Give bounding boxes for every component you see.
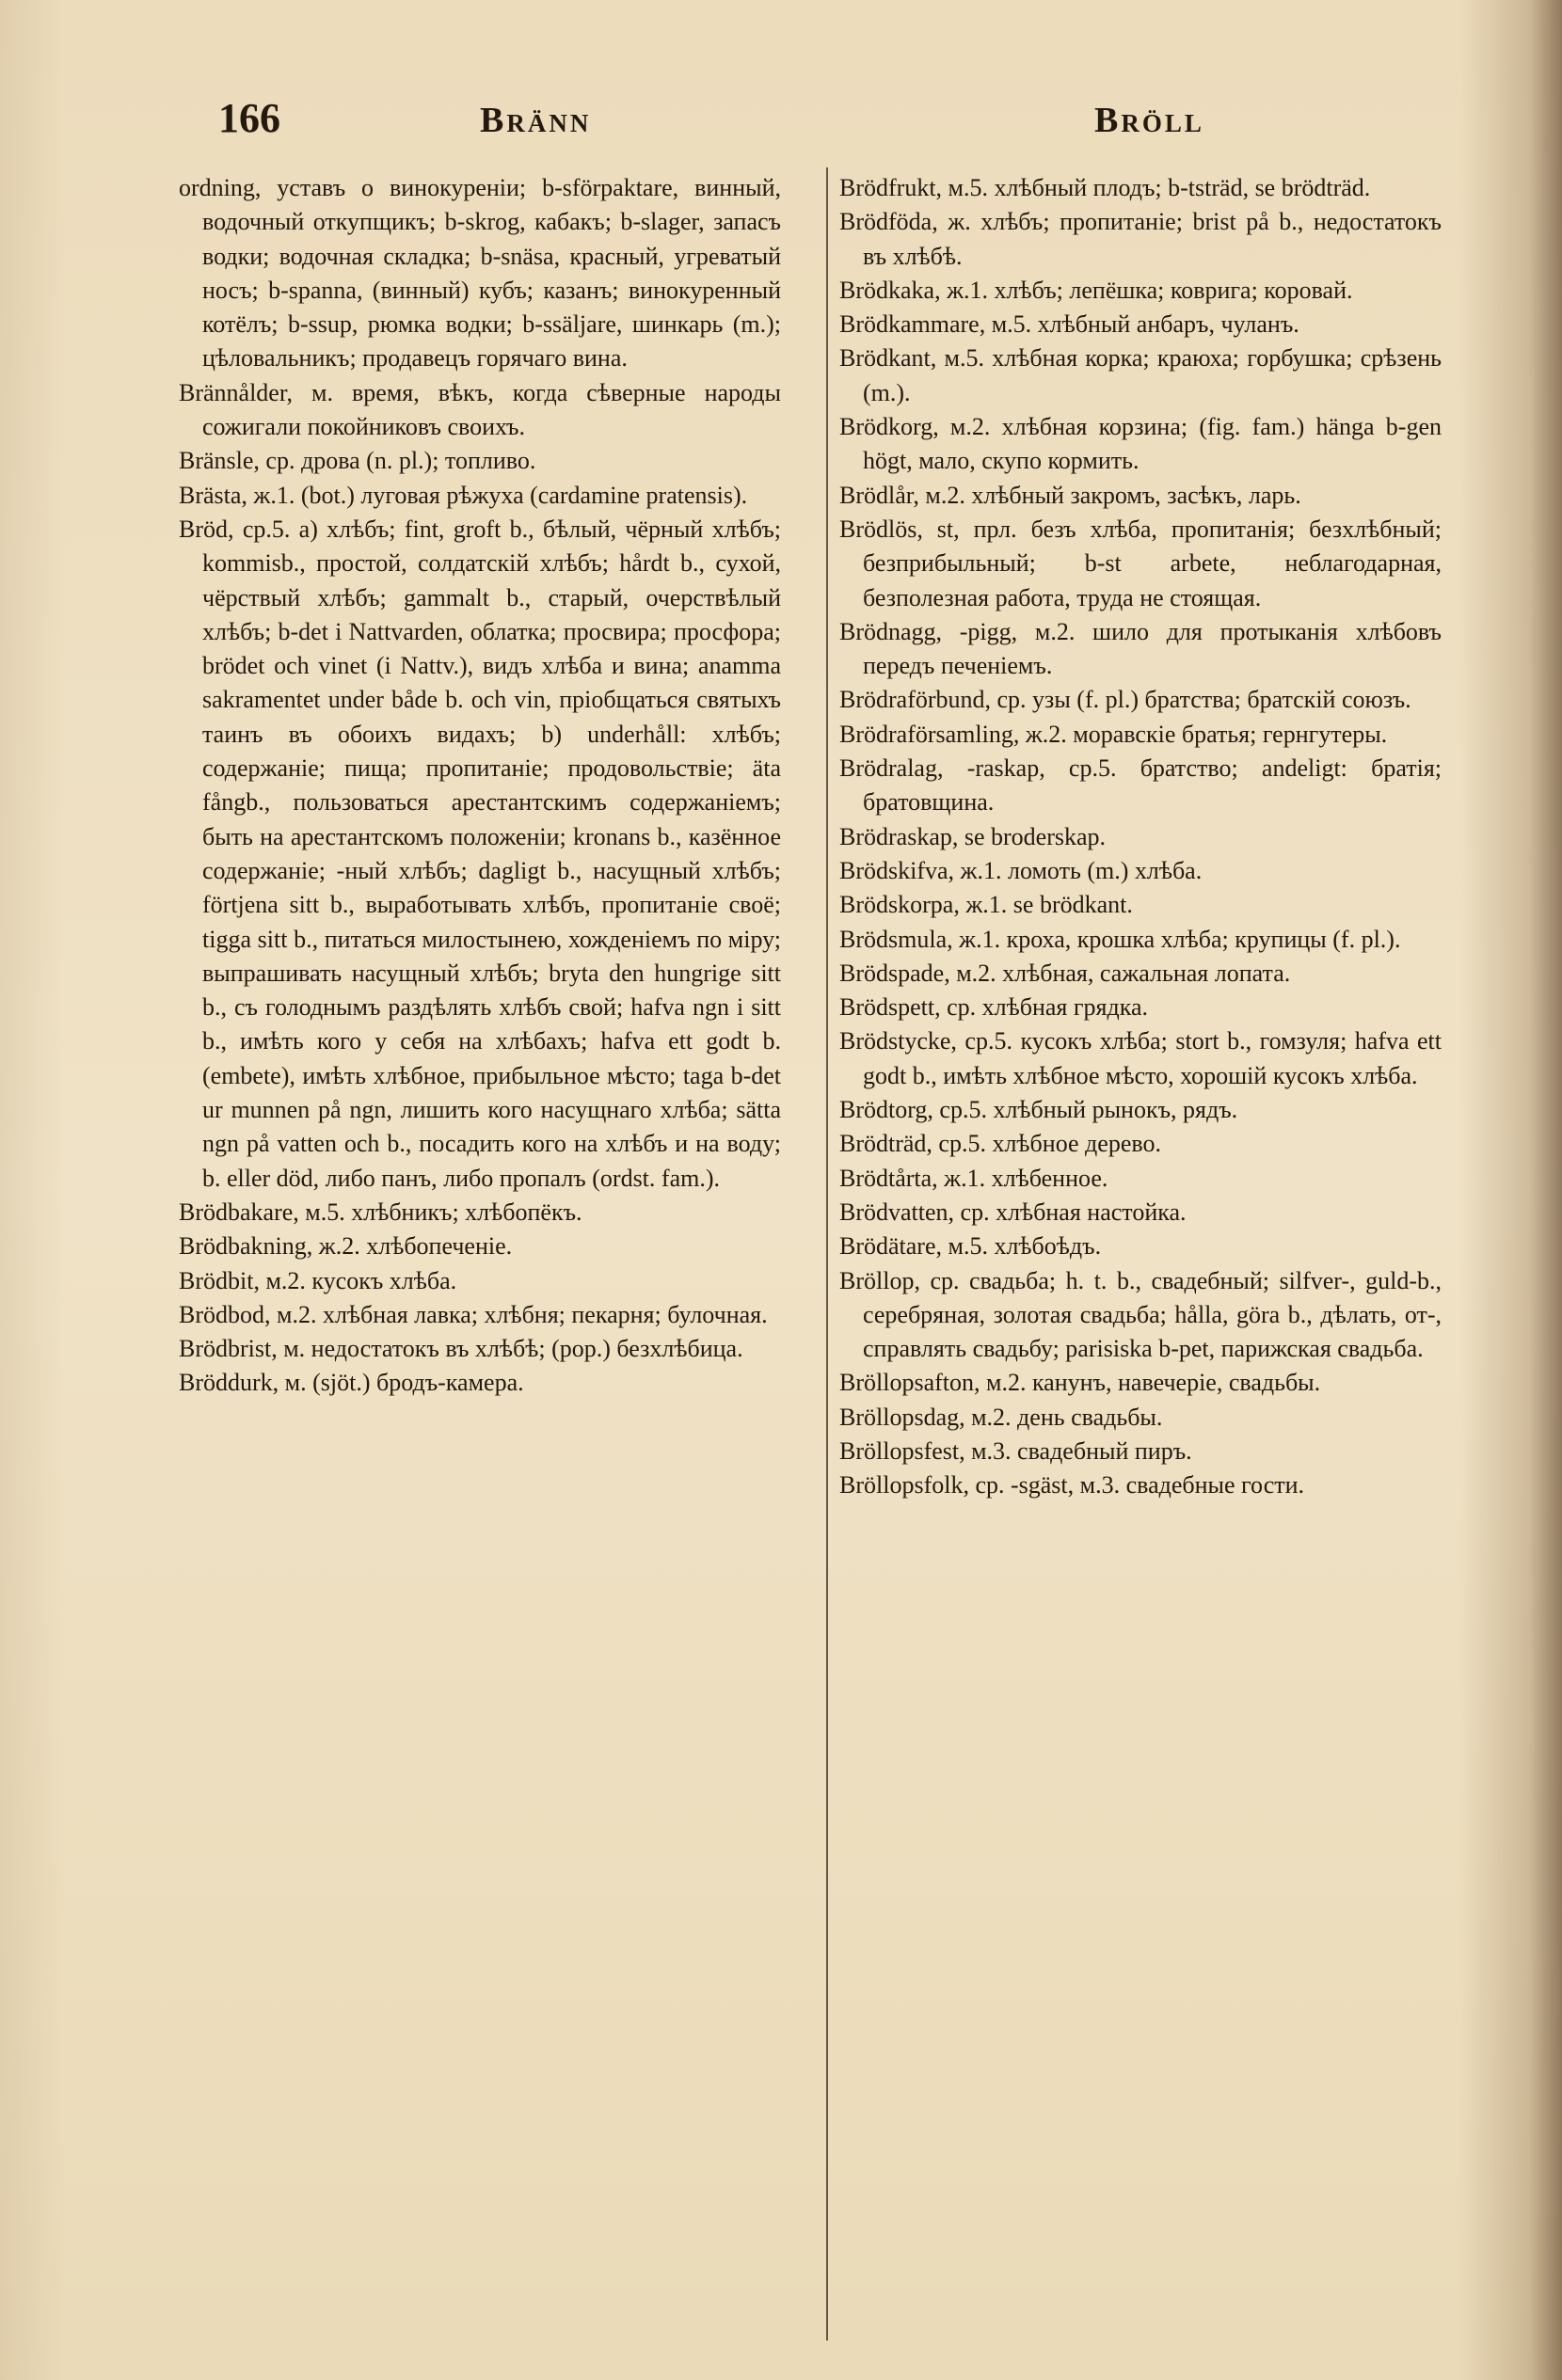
dictionary-entry: Bröddurk, м. (sjöt.) бродъ-камера. (179, 1369, 524, 1397)
dictionary-entry: Brödkammare, м.5. хлѣбный анбаръ, чуланъ. (839, 310, 1299, 339)
dictionary-entry: Brödskifva, ж.1. ломоть (m.) хлѣба. (839, 856, 1203, 884)
dictionary-entry: ordning, уставъ о винокуреніи; b-sförpaktare, винный, водочный откупщикъ; b-skrog, кабакъ; b-slager, запасъ водки; водочная складка; b-snäsa, красный, угреватый носъ; b-spanna, (винный) кубъ; казанъ; винокуренный котёлъ; b-ssup, рюмка водки; b-ssäljare, шинкарь (m.); цѣловальникъ; продавецъ горячаго вина. (179, 174, 781, 373)
dictionary-entry: Bränsle, ср. дрова (n. pl.); топливо. (179, 447, 536, 475)
dictionary-entry: Bröllopsafton, м.2. канунъ, навечеріе, свадьбы. (839, 1369, 1321, 1397)
dictionary-entry: Brödbit, м.2. кусокъ хлѣба. (179, 1266, 457, 1294)
dictionary-entry: Brödnagg, -pigg, м.2. шило для протыканія хлѣбовъ передъ печеніемъ. (839, 617, 1442, 680)
dictionary-entry: Brödlår, м.2. хлѣбный закромъ, засѣкъ, ларь. (839, 481, 1301, 509)
page-header (0, 94, 1562, 160)
dictionary-entry: Brödkaka, ж.1. хлѣбъ; лепёшка; коврига; коровай. (839, 276, 1353, 304)
dictionary-entry: Brödbakning, ж.2. хлѣбопеченіе. (179, 1232, 513, 1261)
dictionary-entry: Bröllop, ср. свадьба; h. t. b., свадебный; silfver-, guld-b., серебряная, золотая свадьба; hålla, göra b., дѣлать, от-, справлять свадьбу; parisiska b-pet, парижская свадьба. (839, 1266, 1442, 1363)
column-divider (826, 167, 828, 2340)
page-number: 166 (218, 95, 280, 141)
dictionary-entry: Brödraförsamling, ж.2. моравскіе братья; гернгутеры. (839, 720, 1388, 748)
right-guide-word: Bröll (1094, 101, 1204, 140)
dictionary-entry: Bröllopsfest, м.3. свадебный пиръ. (839, 1436, 1192, 1465)
dictionary-entry: Brödätare, м.5. хлѣбоѣдъ. (839, 1232, 1102, 1261)
dictionary-entry: Brödkorg, м.2. хлѣбная корзина; (fig. fam.) hänga b-gen högt, мало, скупо кормить. (839, 413, 1442, 475)
dictionary-entry: Brödtårta, ж.1. хлѣбенное. (839, 1164, 1108, 1192)
dictionary-entry: Brödstycke, ср.5. кусокъ хлѣба; stort b., гомзуля; hafva ett godt b., имѣть хлѣбное мѣсто, хорошій кусокъ хлѣба. (839, 1027, 1442, 1089)
dictionary-entry: Brödföda, ж. хлѣбъ; пропитаніе; brist på b., недостатокъ въ хлѣбѣ. (839, 208, 1442, 270)
dictionary-entry: Brästa, ж.1. (bot.) луговая рѣжуха (cardamine pratensis). (179, 481, 748, 509)
dictionary-entry: Brännålder, м. время, вѣкъ, когда сѣверные народы сожигали покойниковъ своихъ. (179, 378, 781, 441)
right-column (839, 171, 1442, 1503)
dictionary-entry: Brödraförbund, ср. узы (f. pl.) братства; братскій союзъ. (839, 686, 1411, 714)
dictionary-entry: Brödspade, м.2. хлѣбная, сажальная лопата. (839, 959, 1291, 987)
dictionary-entry: Brödfrukt, м.5. хлѣбный плодъ; b-tsträd, se brödträd. (839, 174, 1371, 201)
dictionary-entry: Bröllopsdag, м.2. день свадьбы. (839, 1403, 1163, 1431)
dictionary-entry: Brödralag, -raskap, ср.5. братство; andeligt: братія; братовщина. (839, 754, 1442, 817)
dictionary-entry: Brödlös, st, прл. безъ хлѣба, пропитанія; безхлѣбный; безприбыльный; b-st arbete, неблагодарная, безполезная работа, труда не стоящая. (839, 515, 1442, 611)
dictionary-entry: Brödvatten, ср. хлѣбная настойка. (839, 1198, 1187, 1226)
dictionary-entry: Brödkant, м.5. хлѣбная корка; краюха; горбушка; срѣзень (m.). (839, 344, 1442, 406)
dictionary-entry: Brödbod, м.2. хлѣбная лавка; хлѣбня; пекарня; булочная. (179, 1300, 768, 1328)
dictionary-entry: Bröd, ср.5. a) хлѣбъ; fint, groft b., бѣлый, чёрный хлѣбъ; kommisb., простой, солдатскій хлѣбъ; hårdt b., сухой, чёрствый хлѣбъ; gammalt b., старый, очерствѣлый хлѣбъ; b-det i Nattvarden, облатка; просвира; просфора; brödet och vinet (i Nattv.), видъ хлѣба и вина; anamma sakramentet under både b. och vin, пріобщаться святыхъ таинъ въ обоихъ видахъ; b) underhåll: хлѣбъ; содержаніе; пища; пропитаніе; продовольствіе; äta fångb., пользоваться арестантскимъ содержаніемъ; быть на арестантскомъ положеніи; kronans b., казённое содержаніе; -ный хлѣбъ; dagligt b., насущный хлѣбъ; förtjena sitt b., выработывать хлѣбъ, пропитаніе своё; tigga sitt b., питаться милостынею, хожденіемъ по міру; выпрашивать насущный хлѣбъ; bryta den hungrige sitt b., съ голоднымъ раздѣлять хлѣбъ свой; hafva ngn i sitt b., имѣть кого у себя на хлѣбахъ; hafva ett godt b. (embete), имѣть хлѣбное, прибыльное мѣсто; taga b-det ur munnen på ngn, лишить кого насущнаго хлѣба; sätta ngn på vatten och b., посадить кого на хлѣбъ и на воду; b. eller död, либо панъ, либо пропалъ (ordst. fam.). (179, 515, 781, 1192)
left-column (179, 171, 781, 1401)
left-guide-word: Bränn (480, 101, 592, 140)
dictionary-entry: Bröllopsfolk, ср. -sgäst, м.3. свадебные гости. (839, 1471, 1305, 1499)
dictionary-entry: Brödspett, ср. хлѣбная грядка. (839, 993, 1149, 1022)
dictionary-entry: Brödbrist, м. недостатокъ въ хлѣбѣ; (pop.) безхлѣбица. (179, 1335, 743, 1363)
dictionary-entry: Brödraskap, se broderskap. (839, 822, 1107, 850)
dictionary-entry: Brödtorg, ср.5. хлѣбный рынокъ, рядъ. (839, 1096, 1238, 1124)
dictionary-entry: Brödskorpa, ж.1. se brödkant. (839, 891, 1133, 919)
dictionary-entry: Brödträd, ср.5. хлѣбное дерево. (839, 1130, 1161, 1158)
dictionary-entry: Brödbakare, м.5. хлѣбникъ; хлѣбопёкъ. (179, 1198, 582, 1226)
dictionary-entry: Brödsmula, ж.1. кроха, крошка хлѣба; крупицы (f. pl.). (839, 925, 1401, 953)
